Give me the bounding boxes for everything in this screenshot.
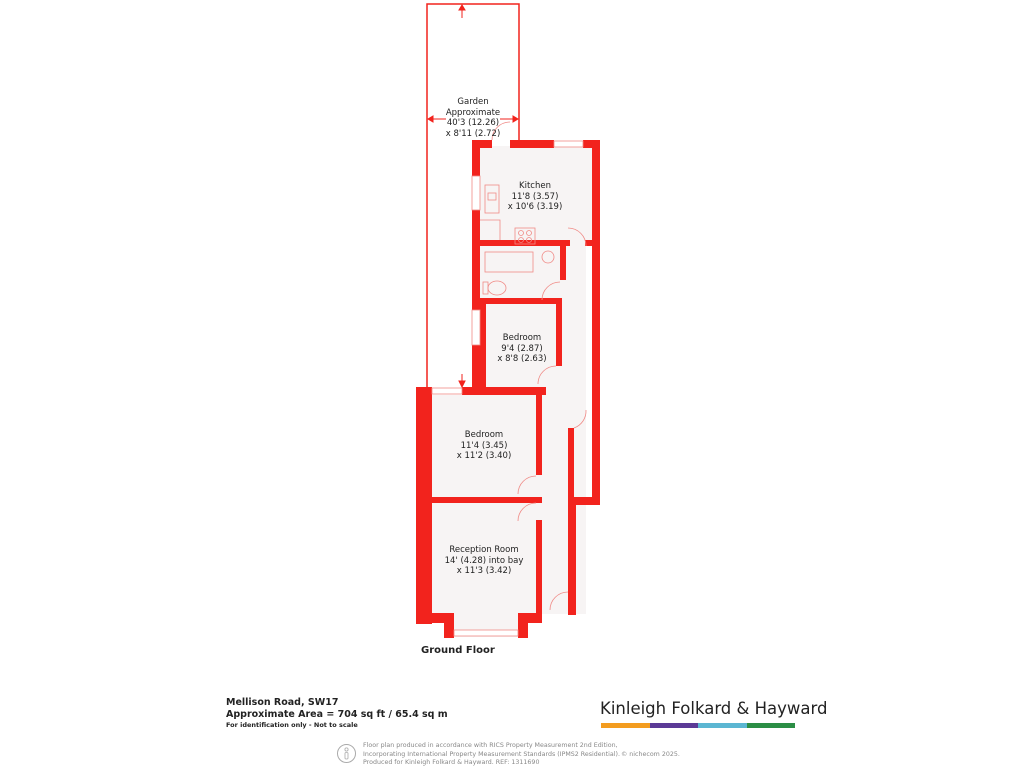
floor-label: Ground Floor xyxy=(421,645,495,656)
footer-notes xyxy=(363,742,680,768)
footer-line: Floor plan produced in accordance with RICS Property Measurement 2nd Edition, xyxy=(363,742,618,749)
room-name: Bedroom xyxy=(502,333,542,343)
brand-bar-orange xyxy=(601,723,650,728)
room-label-kitchen xyxy=(490,181,580,213)
brand-bar-blue xyxy=(698,723,747,728)
room-dim: x 11'3 (3.42) xyxy=(456,566,512,576)
footer-line: Incorporating International Property Measurement Standards (IPMS2 Residential). xyxy=(363,750,620,758)
property-info xyxy=(226,697,448,731)
room-dim: x 8'11 (2.72) xyxy=(445,128,501,139)
room-label-reception xyxy=(422,545,546,577)
room-name: Reception Room xyxy=(449,545,519,555)
room-dim: 11'8 (3.57) xyxy=(511,191,559,202)
room-dim: x 8'8 (2.63) xyxy=(497,354,547,364)
room-label-bedroom-2 xyxy=(432,430,536,462)
room-label-garden xyxy=(427,97,519,139)
room-dim: Approximate xyxy=(445,107,501,118)
footer-line: Produced for Kinleigh Folkard & Hayward. REF: 1311690 xyxy=(363,759,540,766)
property-address: Mellison Road, SW17 xyxy=(226,697,339,708)
room-name: Kitchen xyxy=(519,181,551,191)
brand-color-bar xyxy=(601,723,795,728)
room-label-bedroom-1 xyxy=(484,333,560,365)
info-icon xyxy=(337,744,356,763)
room-dim: 11'4 (3.45) xyxy=(460,440,508,451)
brand-bar-green xyxy=(747,723,796,728)
brand-logo: Kinleigh Folkard & Hayward xyxy=(600,699,828,718)
room-name: Garden xyxy=(457,97,489,107)
brand-bar-purple xyxy=(650,723,699,728)
room-dim: x 11'2 (3.40) xyxy=(456,451,512,461)
property-disclaimer: For identification only - Not to scale xyxy=(226,721,358,729)
room-dim: x 10'6 (3.19) xyxy=(507,202,563,212)
property-area: Approximate Area = 704 sq ft / 65.4 sq m xyxy=(226,708,448,720)
room-dim: 9'4 (2.87) xyxy=(501,343,543,354)
room-dim: 14' (4.28) into bay xyxy=(444,555,524,566)
copyright: © nichecom 2025. xyxy=(621,750,680,758)
room-name: Bedroom xyxy=(464,430,504,440)
room-dim: 40'3 (12.26) xyxy=(446,118,500,128)
